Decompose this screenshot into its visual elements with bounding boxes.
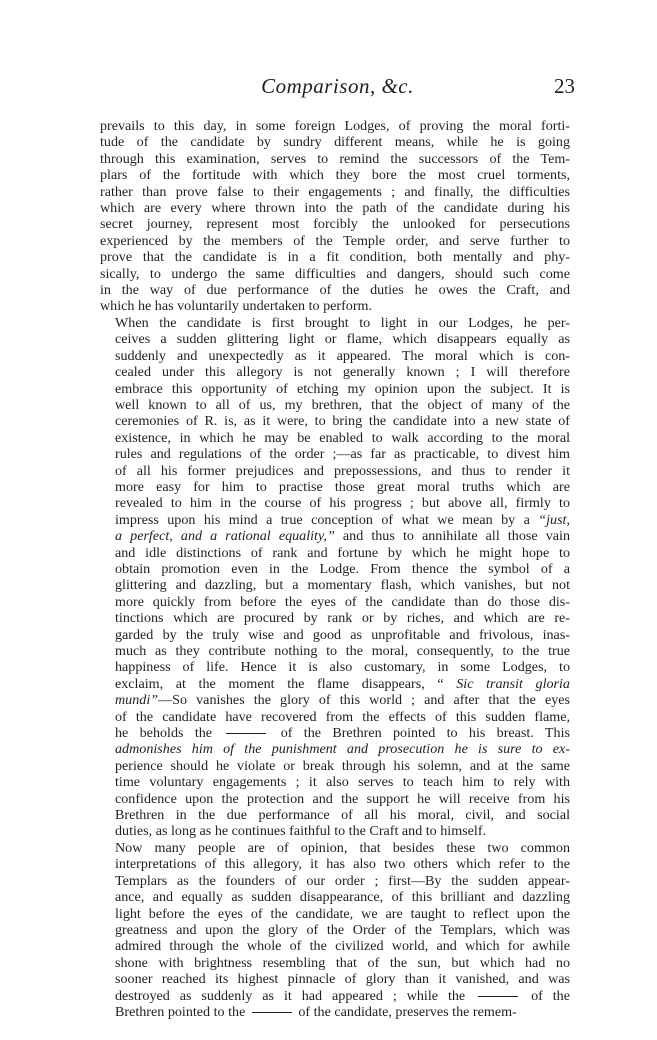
text-run: revealed to him in the course of his progress ; but above all, firmly to (115, 495, 570, 512)
running-title: Comparison, &c. (261, 74, 414, 98)
text-run: Brethren in the due performance of all his moral, civil, and social (115, 807, 570, 824)
omitted-word-dash (226, 733, 266, 734)
text-line (100, 298, 570, 314)
text-line (100, 1004, 570, 1020)
text-run: experienced by the members of the Temple order, and serve further to (100, 232, 570, 249)
text-run: of the (521, 987, 570, 1004)
text-run: —So vanishes the glory of this world ; and after that the eyes (158, 692, 570, 709)
text-line (100, 348, 570, 364)
text-run: and idle distinctions of rank and fortune by which he might hope to (115, 544, 570, 561)
text-run: admired through the whole of the civilized world, and which for awhile (115, 938, 570, 955)
text-line (100, 643, 570, 659)
text-run: plars of the fortitude with which they bore the most cruel torments, (100, 167, 570, 184)
text-run: ceremonies of R. is, as it were, to bring the candidate into a new state of (115, 413, 570, 430)
paragraph (100, 315, 570, 840)
text-run: of all his former prejudices and prepossessions, and thus to render it (115, 462, 570, 479)
text-line (100, 446, 570, 462)
paragraph (100, 840, 570, 1020)
text-run: in the way of due performance of the duties he owes the Craft, and (100, 282, 570, 299)
text-line (100, 545, 570, 561)
text-run: tude of the candidate by sundry different means, while he is going (100, 134, 570, 151)
text-run: of the Brethren pointed to his breast. This (269, 725, 570, 742)
text-run: light before the eyes of the candidate, we are taught to reflect upon the (115, 905, 570, 922)
text-run: rather than prove false to their engagements ; and finally, the difficulties (100, 183, 570, 200)
text-line (100, 988, 570, 1004)
text-line (100, 167, 570, 183)
text-line (100, 873, 570, 889)
text-line (100, 577, 570, 593)
text-line (100, 495, 570, 511)
text-line (100, 397, 570, 413)
text-line (100, 840, 570, 856)
text-line (100, 692, 570, 708)
text-run: which are every where thrown into the path of the candidate during his (100, 200, 570, 217)
text-run: shone with brightness resembling that of the sun, but which had no (115, 954, 570, 971)
text-line (100, 971, 570, 987)
text-line (100, 938, 570, 954)
text-run: existence, in which he may be enabled to walk according to the moral (115, 429, 570, 446)
text-line (100, 922, 570, 938)
text-run: prevails to this day, in some foreign Lodges, of proving the moral forti- (100, 118, 570, 134)
text-line (100, 413, 570, 429)
omitted-word-dash (252, 1012, 292, 1013)
text-run: obtain promotion even in the Lodge. From thence the symbol of a (115, 560, 570, 577)
text-line (100, 151, 570, 167)
text-line (100, 955, 570, 971)
text-run: sooner reached its highest pinnacle of glory than it vanished, and was (115, 971, 570, 988)
text-line (100, 200, 570, 216)
text-run: tinctions which are procured by rank or by riches, and which are re- (115, 610, 570, 627)
text-line (100, 249, 570, 265)
running-head (100, 74, 575, 104)
text-line (100, 282, 570, 298)
text-line (100, 479, 570, 495)
text-run: happiness of life. Hence it is also customary, in some Lodges, to (115, 659, 570, 676)
italic-text: Sic transit gloria (456, 675, 570, 692)
text-line (100, 676, 570, 692)
text-run: sically, to undergo the same difficulties and dangers, should such come (100, 265, 570, 282)
text-run: much as they contribute nothing to the moral, consequently, to the true (115, 643, 570, 659)
text-run: prove that the candidate is in a fit condition, both mentally and phy- (100, 249, 570, 266)
text-run: more easy for him to practise those great moral truths which are (115, 478, 570, 495)
text-line (100, 315, 570, 331)
text-run: secret journey, represent most forcibly the unlooked for persecutions (100, 216, 570, 233)
text-line (100, 823, 570, 839)
text-run: garded by the truly wise and good as unprofitable and frivolous, inas- (115, 626, 570, 643)
paragraph (100, 118, 570, 315)
text-line (100, 758, 570, 774)
text-run: Brethren pointed to the (115, 1003, 249, 1020)
text-line (100, 709, 570, 725)
text-run: greatness and upon the glory of the Order of the Templars, which was (115, 921, 570, 938)
text-line (100, 889, 570, 905)
text-run: Templars as the founders of our order ; first—By the sudden appear- (115, 872, 570, 889)
text-run: suddenly and unexpectedly as it appeared. The moral which is con- (115, 347, 570, 364)
text-line (100, 741, 570, 757)
text-line (100, 594, 570, 610)
text-line (100, 512, 570, 528)
text-line (100, 184, 570, 200)
text-line (100, 430, 570, 446)
text-run: impress upon his mind a true conception of what we mean by a (115, 511, 539, 528)
text-run: cealed under this allegory is not generally known ; I will therefore (115, 364, 570, 381)
text-run: well known to all of us, my brethren, that the object of many of the (115, 396, 570, 413)
omitted-word-dash (478, 996, 518, 997)
text-run: perience should he violate or break through his solemn, and at the same (115, 757, 570, 774)
text-line (100, 331, 570, 347)
text-line (100, 774, 570, 790)
text-run: confidence upon the protection and the support he will receive from his (115, 790, 570, 807)
page-number: 23 (554, 74, 575, 98)
text-run: time voluntary engagements ; it also serves to teach him to rely with (115, 774, 570, 791)
text-run: duties, as long as he continues faithful to the Craft and to himself. (115, 823, 487, 840)
text-run: rules and regulations of the order ;—as far as practicable, to divest him (115, 446, 570, 463)
text-line (100, 627, 570, 643)
italic-text: “just, (538, 511, 570, 528)
text-line (100, 791, 570, 807)
text-line (100, 134, 570, 150)
text-line (100, 856, 570, 872)
italic-text: mundi” (115, 692, 159, 709)
text-run: Now many people are of opinion, that besides these two common (115, 839, 570, 856)
text-run: ance, and equally as sudden disappearance, of this brilliant and dazzling (115, 889, 570, 906)
text-line (100, 233, 570, 249)
text-line (100, 807, 570, 823)
text-run: more quickly from before the eyes of the candidate than do those dis- (115, 593, 570, 610)
italic-text: admonishes him of the punishment and prosecution he is sure to ex- (115, 741, 570, 758)
text-run: destroyed as suddenly as it had appeared ; while the (115, 987, 476, 1004)
text-line (100, 906, 570, 922)
text-line (100, 561, 570, 577)
text-run: ceives a sudden glittering light or flame, which disappears equally as (115, 331, 570, 348)
text-line (100, 528, 570, 544)
text-line (100, 266, 570, 282)
text-line (100, 610, 570, 626)
text-line (100, 216, 570, 232)
text-run: interpretations of this allegory, it has also two others which refer to the (115, 856, 570, 873)
text-run: he beholds the (115, 725, 224, 742)
text-line (100, 463, 570, 479)
text-line (100, 364, 570, 380)
text-run: embrace this opportunity of etching my opinion upon the subject. It is (115, 380, 570, 397)
text-run: which he has voluntarily undertaken to perform. (100, 298, 373, 315)
text-run: of the candidate have recovered from the effects of this sudden flame, (115, 708, 570, 725)
body-text (100, 118, 570, 1020)
text-run: When the candidate is first brought to light in our Lodges, he per- (115, 314, 570, 331)
text-run: through this examination, serves to remind the successors of the Tem- (100, 150, 570, 167)
text-line (100, 381, 570, 397)
text-run: and thus to annihilate all those vain (334, 528, 570, 545)
text-run: glittering and dazzling, but a momentary flash, which vanishes, but not (115, 577, 570, 594)
text-line (100, 659, 570, 675)
text-run: of the candidate, preserves the remem- (294, 1003, 517, 1020)
text-run: exclaim, at the moment the flame disappears, “ (115, 675, 457, 692)
text-line (100, 118, 570, 134)
italic-text: a perfect, and a rational equality,” (115, 528, 335, 545)
text-line (100, 725, 570, 741)
